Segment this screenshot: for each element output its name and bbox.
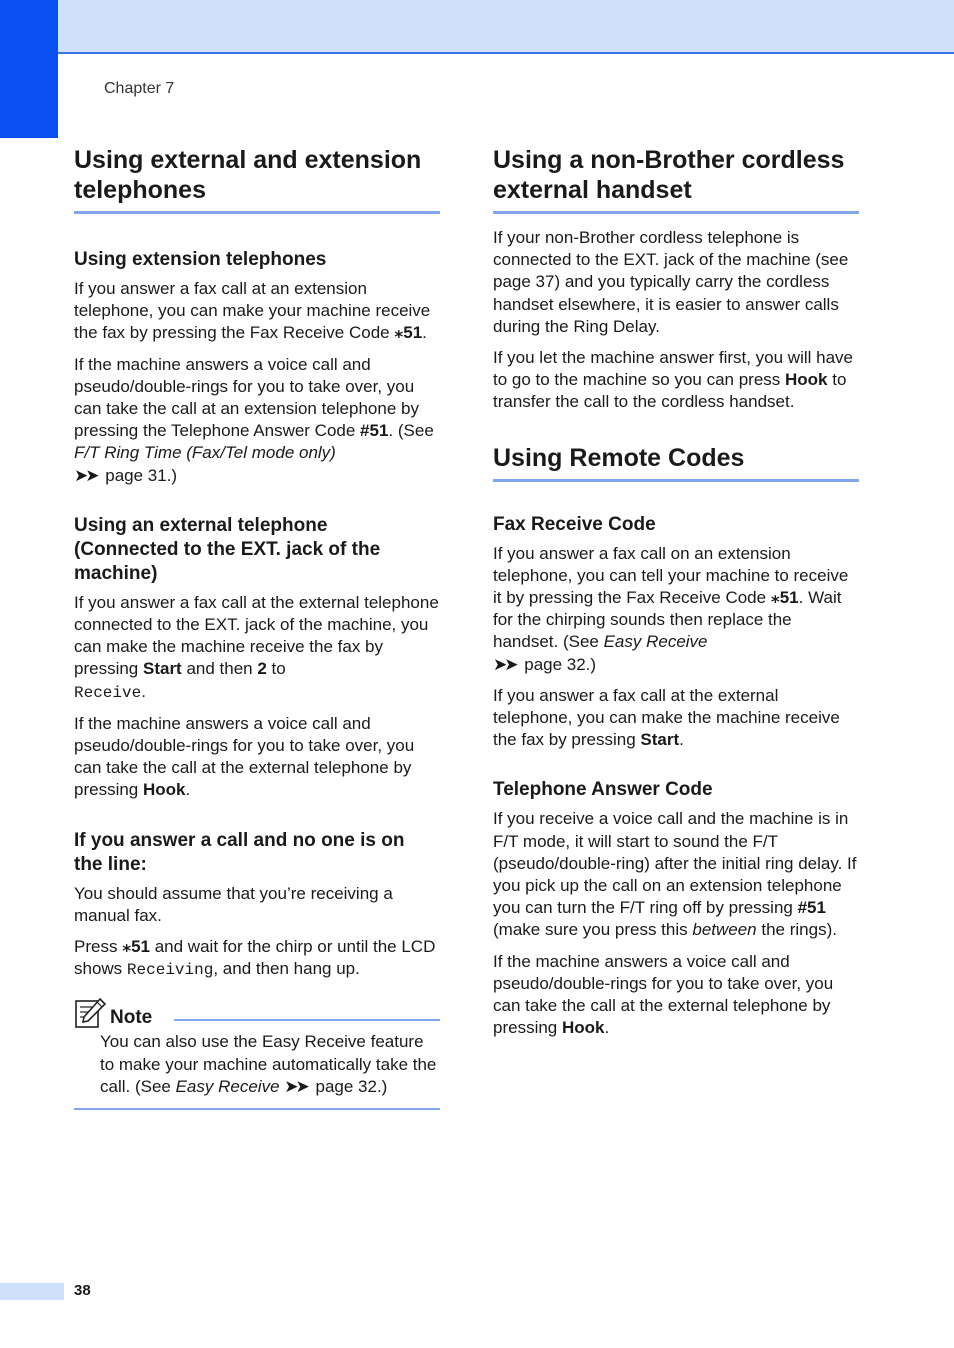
key-hook: Hook: [561, 1018, 605, 1038]
paragraph: If the machine answers a voice call and pseudo/double-rings for you to take over, you can take the call at the external telephone by pressing Hook.: [74, 713, 415, 800]
note-box: [74, 995, 440, 1110]
header-band: [0, 0, 954, 54]
paragraph: If you let the machine answer first, you will have to go to the machine so you can press Hook to transfer the call to the cordless handset.: [493, 348, 853, 412]
cross-reference: F/T Ring Time (Fax/Tel mode only): [74, 443, 336, 463]
key-hook: Hook: [142, 780, 186, 800]
note-body: You can also use the Easy Receive feature to make your machine automatically take the call. (See Easy Receive ➤➤ page 32.): [74, 1031, 440, 1110]
double-arrow-icon: ➤➤: [284, 1076, 307, 1096]
note-header: [74, 995, 440, 1029]
subsection-title-no-one-on-line: If you answer a call and no one is on the line:: [74, 829, 405, 875]
paragraph: If you answer a fax call at the external telephone connected to the EXT. jack of the machine, you can make the machine receive the fax by pressing Start and then 2 to Receive.: [74, 592, 439, 702]
double-arrow-icon: ➤➤: [493, 654, 516, 674]
page-number: 38: [74, 1282, 91, 1299]
paragraph: If you answer a fax call at an extension telephone, you can make your machine receive the fax by pressing the Fax Receive Code ⁎51.: [74, 279, 431, 343]
paragraph: If the machine answers a voice call and pseudo/double-rings for you to take over, you can take the call at an extension telephone by pressing the Telephone Answer Code #51. (See F/T Ring Time (Fax/Tel mode only) ➤➤ page 31.): [74, 354, 434, 485]
paragraph: Press ⁎51 and wait for the chirp or until the LCD shows Receiving, and then hang up.: [74, 937, 436, 980]
section-title-remote-codes: Using Remote Codes: [493, 443, 859, 482]
paragraph: If you receive a voice call and the machine is in F/T mode, it will start to sound the F/T (pseudo/double-ring) after the initial ring delay. If you pick up the call on an extension telephone you can turn the F/T ring off by pressing #51 (make sure you press this between the rings).: [493, 809, 857, 940]
left-column: [74, 145, 440, 1110]
note-title: Note: [110, 1007, 153, 1029]
lcd-text: Receiving: [126, 961, 214, 980]
right-column: [493, 145, 859, 1048]
note-pencil-icon: [74, 997, 106, 1029]
key-start: Start: [142, 659, 182, 679]
paragraph: If you answer a fax call on an extension telephone, you can tell your machine to receive it by pressing the Fax Receive Code ⁎51. Wait for the chirping sounds then replace the handset. (See Easy Receive ➤➤ page 32.): [493, 543, 849, 674]
subsection-title-fax-receive-code: Fax Receive Code: [493, 513, 656, 535]
section-title-external-extension: Using external and extension telephones: [74, 145, 440, 214]
key-start: Start: [640, 730, 680, 750]
subsection-title-extension: Using extension telephones: [74, 249, 327, 270]
chapter-tab: [0, 0, 58, 138]
lcd-text: Receive: [74, 683, 142, 702]
section-title-cordless-handset: Using a non-Brother cordless external handset: [493, 145, 859, 214]
double-arrow-icon: ➤➤: [74, 465, 97, 485]
paragraph: If the machine answers a voice call and pseudo/double-rings for you to take over, you can take the call at the external telephone by pressing Hook.: [493, 951, 834, 1038]
note-rule: [174, 1019, 440, 1021]
paragraph: You should assume that you’re receiving a manual fax.: [74, 883, 393, 925]
key-hook: Hook: [785, 370, 828, 390]
cross-reference: Easy Receive: [603, 632, 708, 652]
paragraph: If your non-Brother cordless telephone is connected to the EXT. jack of the machine (see page 37) and you typically carry the cordless handset elsewhere, it is easier to answer calls during the Ring Delay.: [493, 228, 849, 336]
footer-tab: [0, 1283, 64, 1300]
subsection-title-telephone-answer-code: Telephone Answer Code: [493, 779, 713, 801]
cross-reference: Easy Receive: [175, 1076, 280, 1096]
subsection-title-external-telephone: Using an external telephone (Connected to the EXT. jack of the machine): [74, 514, 381, 584]
paragraph: If you answer a fax call at the external telephone, you can make the machine receive the fax by pressing Start.: [493, 685, 840, 750]
chapter-label: Chapter 7: [104, 80, 175, 97]
